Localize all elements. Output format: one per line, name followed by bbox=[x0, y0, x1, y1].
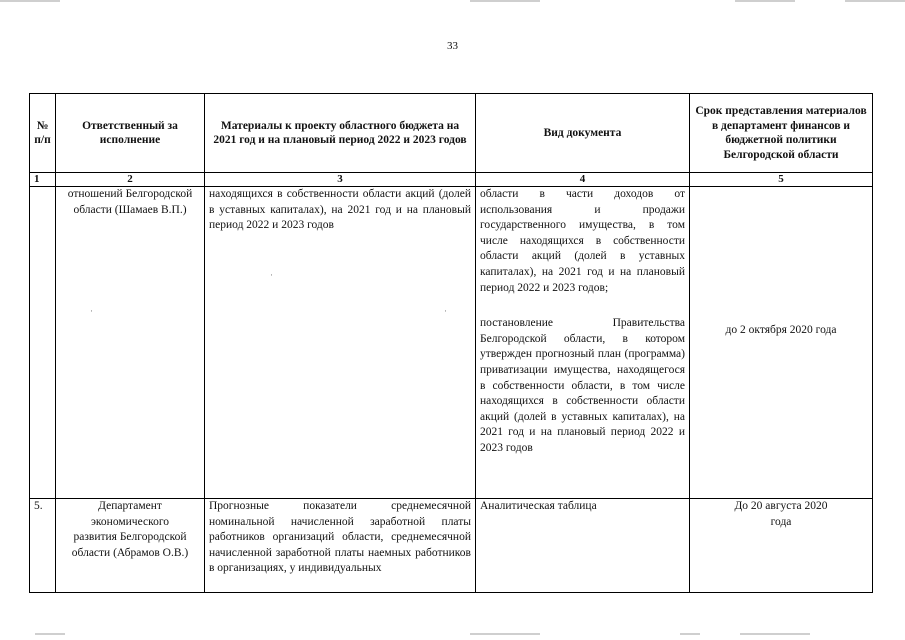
doc-type-cell: Аналитическая таблица bbox=[476, 499, 690, 593]
scan-speck: · bbox=[270, 270, 273, 280]
row-number-cell bbox=[30, 187, 56, 499]
scan-speck: · bbox=[444, 306, 447, 316]
column-number: 2 bbox=[56, 173, 205, 187]
doc-type-cell bbox=[476, 187, 690, 499]
table-header-row bbox=[30, 94, 873, 173]
table-row bbox=[30, 187, 873, 499]
materials-cell: Прогнозные показатели среднемесячной номинальной начисленной заработной платы работников организаций области, среднемесячной начисленной заработной платы наемных работников в организациях, у индивидуальных bbox=[205, 499, 476, 593]
header-num: № п/п bbox=[30, 94, 56, 173]
column-number: 1 bbox=[30, 173, 56, 187]
page-number: 33 bbox=[447, 40, 458, 52]
column-number: 5 bbox=[690, 173, 873, 187]
deadline-text: до 2 октября 2020 года bbox=[725, 324, 837, 336]
paragraph-gap bbox=[480, 296, 685, 316]
row-number-cell: 5. bbox=[30, 499, 56, 593]
scan-speck: · bbox=[90, 306, 93, 316]
column-number-row bbox=[30, 173, 873, 187]
table-row bbox=[30, 499, 873, 593]
materials-cell: находящихся в собственности области акций (долей в уставных капиталах), на 2021 год и на плановый период 2022 и 2023 годов bbox=[205, 187, 476, 499]
column-number: 3 bbox=[205, 173, 476, 187]
header-materials: Материалы к проекту областного бюджета на 2021 год и на плановый период 2022 и 2023 годов bbox=[205, 94, 476, 173]
document-table bbox=[29, 93, 873, 593]
doc-type-paragraph: области в части доходов от использования и продажи государственного имущества, в том числе находящихся в собственности области акций (долей в уставных капиталах), на 2021 год и на плановый период 2022 и 2023 годов; bbox=[480, 188, 685, 294]
column-number: 4 bbox=[476, 173, 690, 187]
deadline-cell: До 20 августа 2020 года bbox=[690, 499, 873, 593]
responsible-cell: отношений Белгородской области (Шамаев В.П.) bbox=[56, 187, 205, 499]
doc-type-paragraph: постановление Правительства Белгородской области, в котором утвержден прогнозный план (программа) приватизации имущества, находящегося в собственности области, в том числе находящихся в собственности области акций (долей в уставных капиталах), на 2021 год и на плановый период 2022 и 2023 годов bbox=[480, 317, 685, 454]
responsible-cell: Департамент экономического развития Белгородской области (Абрамов О.В.) bbox=[56, 499, 205, 593]
scan-edge-bottom bbox=[0, 633, 905, 636]
deadline-cell bbox=[690, 187, 873, 499]
header-deadline: Срок представления материалов в департамент финансов и бюджетной политики Белгородской области bbox=[690, 94, 873, 173]
scan-edge-top bbox=[0, 0, 905, 3]
header-doc-type: Вид документа bbox=[476, 94, 690, 173]
header-responsible: Ответственный за исполнение bbox=[56, 94, 205, 173]
